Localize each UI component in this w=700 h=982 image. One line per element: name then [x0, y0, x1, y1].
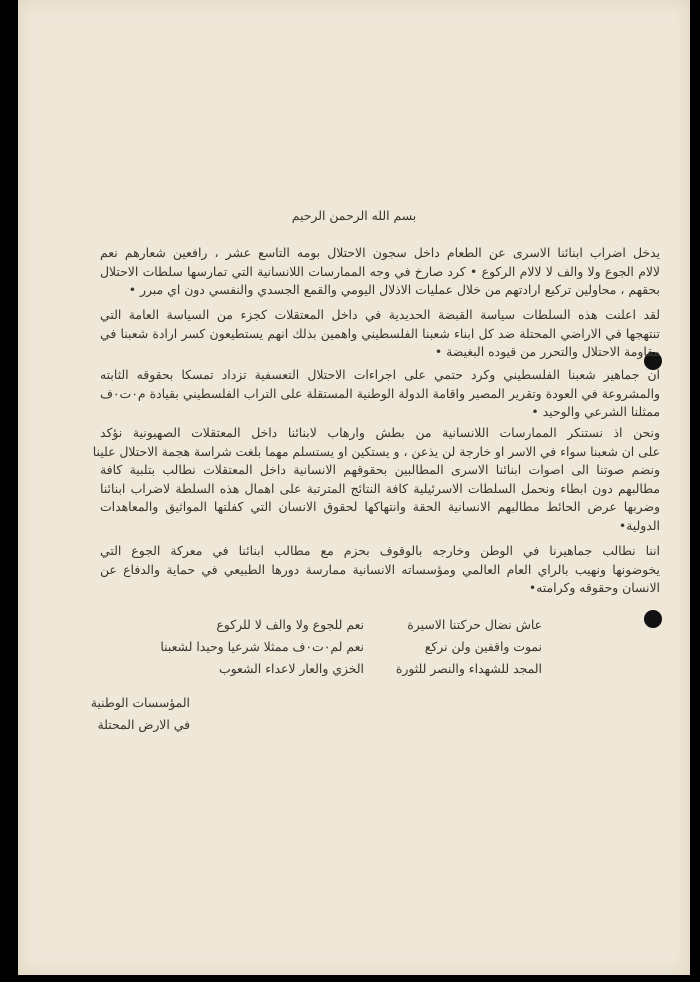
slogans-right — [396, 614, 542, 680]
paragraph-5 — [100, 542, 660, 598]
paragraph-1 — [100, 244, 660, 300]
paragraph-line: الدولية• — [618, 517, 660, 533]
slogan: الخزي والعار لاعداء الشعوب — [218, 661, 364, 676]
paragraph-3 — [100, 366, 660, 422]
paragraph-line: اننا نطالب جماهيرنا في الوطن وخارجه بالوقوف بحزم مع مطالب ابنائنا في معركة الجوع التي — [100, 543, 660, 558]
paragraph-line: على ان شعبنا سواء في الاسر او خارجة لن يذعن ، و يستكين او يستسلم مهما بلغت شراسة هجمة الاحتلال علينا — [92, 443, 660, 459]
paragraph-line: والمشروعة في العودة وتقرير المصير واقامة الدولة الوطنية المستقلة على التراب الفلسطيني بقيادة م٠ت٠ف — [100, 385, 660, 401]
paragraph-4 — [92, 424, 660, 535]
paragraph-line: تنتهجها في الاراضي المحتلة ضد كل ابناء شعبنا الفلسطيني واهمين بذلك انهم يستطيعون كسر ارادة شعبنا في — [100, 325, 660, 341]
paragraph-line: ان جماهير شعبنا الفلسطيني وكرد حتمي على اجراءات الاحتلال التعسفية تزداد تمسكا بحقوقه الثابته — [100, 367, 660, 382]
paragraph-line: ممثلنا الشرعي والوحيد • — [531, 404, 660, 419]
paragraph-line: يخوضونها ونهيب بالراي العام العالمي ومؤسساته الانسانية ممارسة دورها الطبيعي في حماية والدفاع عن — [100, 561, 660, 577]
paragraph-line: يدخل اضراب ابنائنا الاسرى عن الطعام داخل سجون الاحتلال بومه التاسع عشر ، رافعين شعارهم نعم — [100, 245, 660, 260]
signature-line: المؤسسات الوطنية — [90, 695, 190, 710]
paragraph-line: مقاومة الاحتلال والتحرر من قيوده البغيضة • — [434, 344, 660, 359]
basmala-heading: بسم الله الرحمن الرحيم — [291, 208, 417, 223]
paragraph-2 — [100, 306, 660, 362]
signature-block — [91, 692, 190, 736]
paragraph-line: بحقهم ، محاولين تركيع ارادتهم من خلال عمليات الاذلال اليومي والقمع الجسدي والنفسي دون اي مبرر • — [128, 282, 660, 297]
paragraph-line: لقد اعلنت هذه السلطات سياسة القبضة الحديدية في داخل المعتقلات كجزء من السياسة العامة التي — [100, 307, 660, 322]
paragraph-line: وضربها عرض الحائط مطالبهم الانسانية الحقة وانتهاكها لحقوق الانسان التي كفلتها المواثيق والمعاهدات — [100, 499, 660, 514]
punch-hole-bottom — [644, 610, 662, 628]
slogans-left — [160, 614, 364, 680]
slogan: نعم لم٠ت٠ف ممثلا شرعيا وحيدا لشعبنا — [160, 639, 364, 654]
paragraph-line: الانسان وحقوقه وكرامته• — [528, 580, 660, 595]
paragraph-line: لالام الجوع ولا والف لا لالام الركوع • كرد صارخ في وجه الممارسات اللانسانية التي تمارسها سلطات الاحتلال — [100, 263, 660, 279]
signature-line: في الارض المحتلة — [97, 717, 190, 732]
paragraph-line: ونضم صوتنا الى اصوات ابنائنا الاسرى المطالبين بحقوقهم الانسانية داخل المعتقلات نطالب بتلبية كافة — [100, 462, 660, 477]
paragraph-line: مطالبهم دون ابطاء ونحمل السلطات الاسرئيلية كافة النتائج المترتبة على اهمال هذه السلطة لاضراب ابنائنا — [100, 480, 660, 496]
slogan: عاش نضال حركتنا الاسيرة — [407, 617, 542, 632]
paragraph-line: ونحن اذ نستنكر الممارسات اللانسانية من بطش وارهاب لابنائنا داخل المعتقلات الصهيونية نؤكد — [100, 425, 660, 440]
slogan: المجد للشهداء والنصر للثورة — [395, 661, 542, 676]
slogan: نعم للجوع ولا والف لا للركوع — [216, 617, 364, 632]
slogan: نموت واقفين ولن نركع — [424, 639, 542, 654]
